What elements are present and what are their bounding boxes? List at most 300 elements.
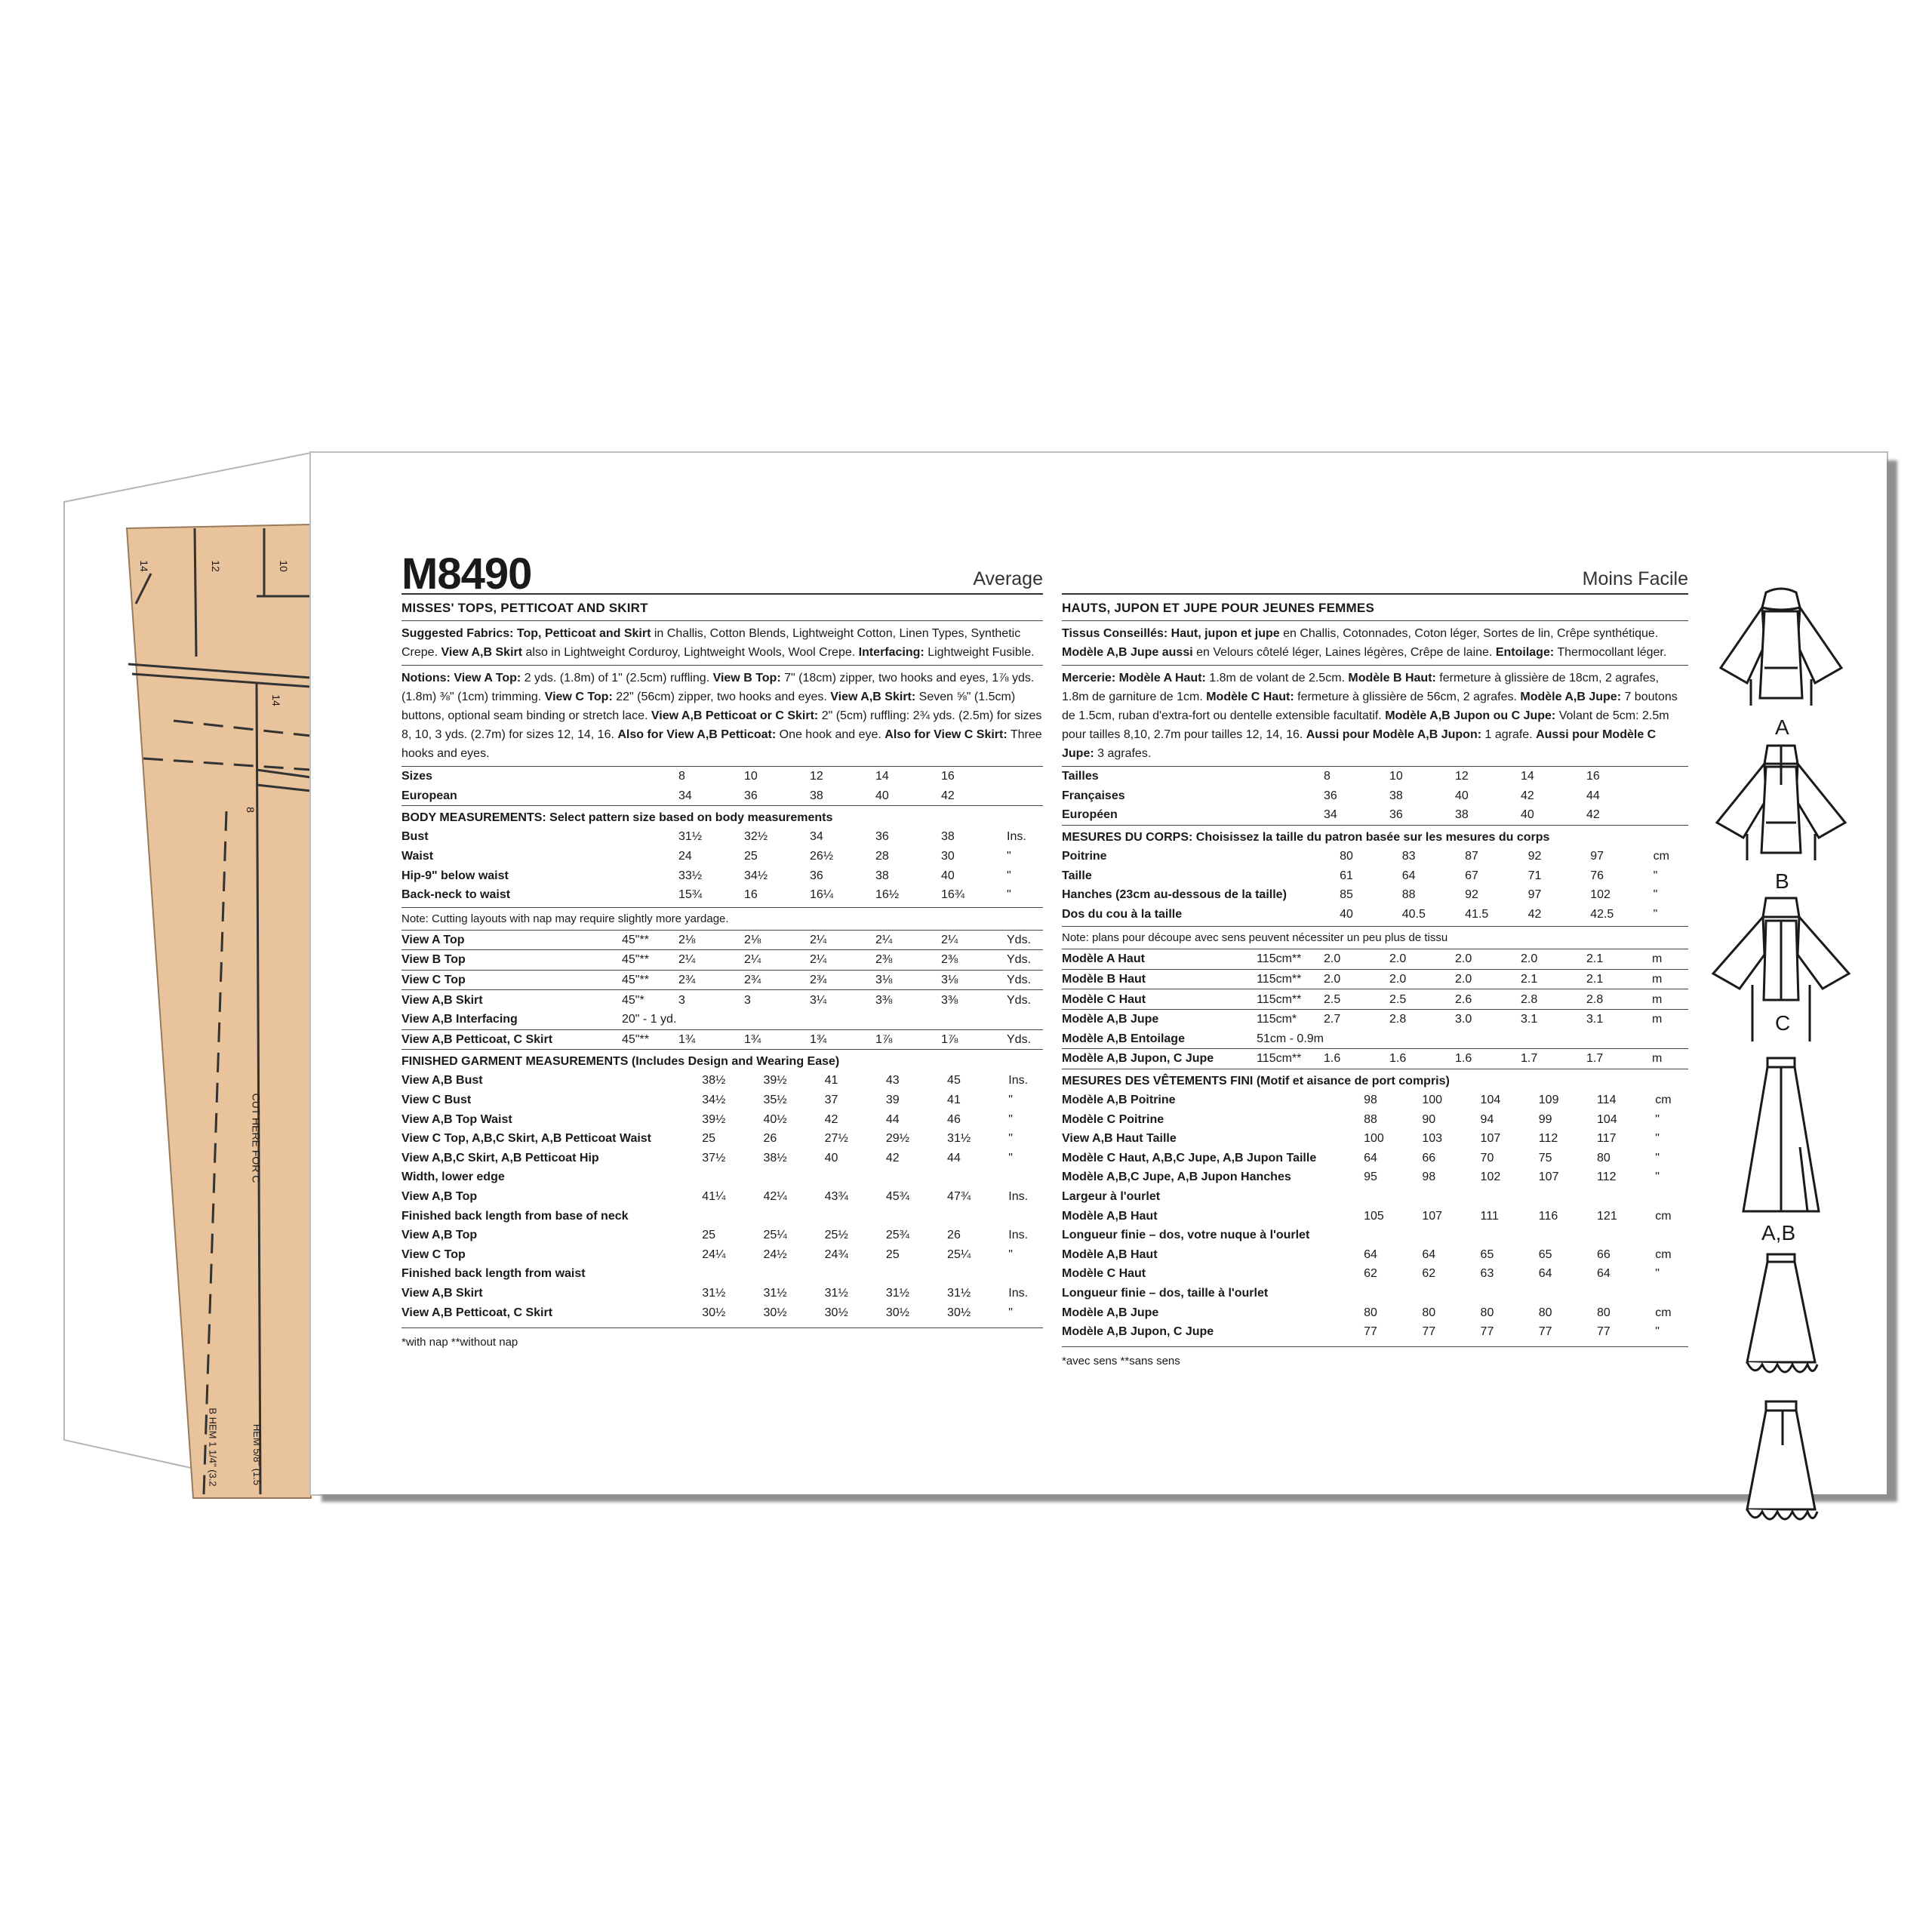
row-value: 107: [1538, 1171, 1559, 1184]
row-value: [1481, 1226, 1539, 1245]
row-value: 115cm**: [1257, 949, 1324, 970]
table-row: [401, 885, 1043, 905]
row-value: 15¾: [678, 888, 703, 902]
row-value: cm: [1653, 850, 1669, 863]
row-value: [1652, 805, 1688, 825]
row-value: 40: [1521, 808, 1534, 822]
row-value: 30½: [824, 1306, 848, 1319]
row-value: 42: [1586, 808, 1600, 822]
row-value: 31½: [702, 1286, 726, 1300]
row-value: 31½: [824, 1286, 848, 1300]
row-value: 75: [1538, 1151, 1552, 1164]
row-value: 25¾: [885, 1229, 909, 1242]
yardage-table: [401, 930, 1043, 1050]
row-value: 24¾: [824, 1247, 848, 1261]
row-label: Tailles: [1062, 770, 1099, 783]
row-value: [1364, 1187, 1422, 1207]
row-value: [1481, 1187, 1539, 1207]
row-value: [810, 1010, 875, 1029]
text-run: en Challis, Cotonnades, Coton léger, Sortes de lin, Crêpe synthétique.: [1279, 627, 1659, 640]
row-value: 1.7: [1586, 1049, 1652, 1069]
row-value: 70: [1480, 1151, 1494, 1164]
text-run: 1.8m de volant de 2.5cm.: [1205, 672, 1349, 685]
row-value: 51cm - 0.9m: [1257, 1032, 1324, 1045]
row-value: [941, 1010, 1007, 1029]
row-value: [825, 1206, 886, 1226]
row-value: 97: [1590, 850, 1604, 863]
english-column: [401, 551, 1043, 1349]
table-row: [401, 930, 1043, 950]
row-label: Européen: [1062, 808, 1118, 822]
row-value: [1287, 866, 1340, 885]
table-row: [401, 827, 1043, 847]
row-value: [1267, 805, 1324, 825]
text-run: Aussi pour Modèle A,B Jupon:: [1306, 728, 1482, 741]
row-value: 16¾: [941, 888, 965, 902]
table-row: [401, 1091, 1043, 1110]
row-value: 43¾: [824, 1189, 848, 1203]
finished-measurements-heading: FINISHED GARMENT MEASUREMENTS (Includes Design and Wearing Ease): [401, 1055, 840, 1069]
row-label: View A,B Top: [401, 1229, 478, 1242]
row-value: [651, 1303, 702, 1322]
text-run: 22" (56cm) zipper, two hooks and eyes.: [612, 691, 831, 703]
row-value: 116: [1538, 1209, 1558, 1223]
row-value: 24¼: [702, 1247, 726, 1261]
row-value: 80: [1538, 1306, 1552, 1319]
row-value: 36: [810, 869, 823, 882]
row-value: 103: [1422, 1132, 1443, 1146]
row-value: 10: [744, 770, 758, 783]
row-value: 45"**: [622, 930, 678, 950]
nap-note-fr: Note: plans pour découpe avec sens peuvent nécessiter un peu plus de tissu: [1062, 926, 1688, 949]
row-value: 2⅜: [941, 950, 1007, 971]
table-row: [1062, 1129, 1688, 1149]
text-run: Seven ⅝" (1.5cm) buttons, optional seam binding or stretch lace.: [401, 691, 1016, 722]
row-value: 40: [1340, 907, 1353, 921]
row-value: 2¼: [744, 950, 810, 971]
row-value: 32½: [744, 830, 768, 844]
row-label: Modèle A,B,C Jupe, A,B Jupon Hanches: [1062, 1171, 1291, 1184]
row-value: 42.5: [1590, 907, 1614, 921]
row-value: 2¼: [810, 930, 875, 950]
row-value: 31½: [678, 830, 703, 844]
row-value: [1655, 1226, 1688, 1245]
row-label: Finished back length from waist: [401, 1267, 586, 1281]
row-value: 44: [1586, 789, 1600, 802]
row-value: [622, 885, 678, 905]
difficulty-level-fr: Moins Facile: [1582, 568, 1688, 589]
row-value: 104: [1597, 1112, 1617, 1126]
row-value: 40.5: [1401, 907, 1426, 921]
row-value: 3¼: [810, 990, 875, 1010]
row-value: Ins.: [1007, 830, 1026, 844]
row-label: View C Top: [401, 1247, 466, 1261]
row-value: 2.0: [1324, 969, 1389, 989]
row-value: 2¼: [810, 950, 875, 971]
row-value: 30: [941, 850, 955, 863]
table-row: [1062, 885, 1688, 905]
row-value: 3.1: [1586, 1009, 1652, 1029]
row-value: m: [1652, 989, 1688, 1010]
row-value: 45"*: [622, 990, 678, 1010]
text-run: Mercerie: Modèle A Haut:: [1062, 672, 1206, 685]
row-value: 107: [1480, 1132, 1501, 1146]
row-label: View A,B Petticoat, C Skirt: [401, 1306, 553, 1319]
row-value: [1316, 1129, 1364, 1149]
row-value: 2.7: [1324, 1009, 1389, 1029]
row-value: 38½: [702, 1074, 726, 1088]
table-row: [1062, 1284, 1688, 1303]
text-run: also in Lightweight Corduroy, Lightweight Wools, Wool Crepe.: [522, 646, 859, 659]
row-value: ": [1653, 869, 1658, 882]
row-value: 115cm**: [1257, 969, 1324, 989]
text-run: Aussi pour Modèle C Jupe:: [1062, 728, 1657, 760]
row-value: [947, 1264, 1008, 1284]
row-value: [651, 1226, 702, 1245]
row-label: Back-neck to waist: [401, 888, 511, 902]
table-row: [401, 1264, 1043, 1284]
row-value: 71: [1527, 869, 1542, 882]
row-value: cm: [1655, 1306, 1672, 1319]
row-label: View A,B Bust: [401, 1074, 483, 1088]
row-label: View A,B Top Waist: [401, 1112, 512, 1126]
tissue-label-size-8: 8: [244, 807, 257, 813]
row-value: 45"**: [622, 950, 678, 971]
row-value: m: [1652, 1049, 1688, 1069]
table-row: [401, 1029, 1043, 1049]
table-row: [1062, 989, 1688, 1010]
row-value: 2.6: [1455, 989, 1521, 1010]
row-value: [1007, 1010, 1043, 1029]
table-row: [401, 1129, 1043, 1149]
body-measurements-fr: [1062, 825, 1688, 926]
row-value: 24: [678, 850, 692, 863]
row-value: 31½: [947, 1286, 971, 1300]
row-value: 3⅜: [875, 990, 941, 1010]
row-label: Sizes: [401, 770, 432, 783]
row-value: 3⅜: [941, 990, 1007, 1010]
row-label: Modèle A,B Jupe: [1062, 1009, 1257, 1029]
row-label: View B Top: [401, 950, 622, 971]
table-row: [401, 1226, 1043, 1245]
body-measurements: [401, 805, 1043, 906]
row-value: 28: [875, 850, 889, 863]
row-value: 41¼: [702, 1189, 726, 1203]
row-value: cm: [1655, 1247, 1672, 1261]
row-value: 80: [1480, 1306, 1494, 1319]
row-value: 34: [1324, 808, 1337, 822]
row-value: Yds.: [1007, 970, 1043, 990]
sketch-top-b: [1706, 740, 1857, 868]
row-value: [1539, 1226, 1597, 1245]
row-label: View A Top: [401, 930, 622, 950]
row-label: Bust: [401, 830, 429, 844]
row-value: 40: [941, 869, 955, 882]
row-value: 3⅛: [875, 970, 941, 990]
row-value: [622, 847, 678, 866]
row-value: [651, 1264, 702, 1284]
text-run: 2" (5cm) ruffling: 2¾ yds. (2.5m) for sizes 8, 10, 3 yds. (2.7m) for sizes 12, 14, 16.: [401, 709, 1042, 741]
row-value: [1007, 786, 1043, 806]
row-value: [1267, 786, 1324, 806]
row-value: [1267, 767, 1324, 786]
row-value: 45¾: [885, 1189, 909, 1203]
row-value: 33½: [678, 869, 703, 882]
row-value: [1316, 1264, 1364, 1284]
row-value: [651, 1109, 702, 1129]
row-label: Waist: [401, 850, 434, 863]
tissue-label-b-hem: B HEM 1 1/4" (3.2: [207, 1407, 219, 1487]
difficulty-level: Average: [973, 568, 1043, 589]
row-value: 40½: [763, 1112, 787, 1126]
row-value: Yds.: [1007, 950, 1043, 971]
row-value: 1¾: [744, 1029, 810, 1049]
table-row: [1062, 1303, 1688, 1322]
table-row: [1062, 1226, 1688, 1245]
row-value: ": [1655, 1132, 1660, 1146]
row-value: 3: [678, 990, 744, 1010]
text-run: Also for View C Skirt:: [884, 728, 1008, 741]
table-row: [401, 1303, 1043, 1322]
table-row: [1062, 1149, 1688, 1168]
row-value: 38: [1455, 808, 1469, 822]
row-value: 83: [1401, 850, 1416, 863]
row-label: View A,B Haut Taille: [1062, 1132, 1177, 1146]
french-column: [1062, 551, 1688, 1367]
tissue-label-hem: HEM 5/8" (1.5: [251, 1423, 263, 1486]
tissue-label-size-14a: 14: [137, 560, 150, 572]
row-label: Modèle A,B Haut: [1062, 1247, 1158, 1261]
finished-measurements-fr: [1062, 1069, 1688, 1344]
row-value: [651, 1187, 702, 1207]
row-label: Poitrine: [1062, 850, 1107, 863]
row-value: 80: [1597, 1151, 1611, 1164]
row-value: ": [1655, 1112, 1660, 1126]
row-value: 40: [875, 789, 889, 802]
row-value: 47¾: [947, 1189, 971, 1203]
row-value: 2¼: [941, 930, 1007, 950]
body-measurements-heading: BODY MEASUREMENTS: Select pattern size based on body measurements: [401, 811, 833, 825]
row-value: 25¼: [947, 1247, 971, 1261]
row-value: [1422, 1187, 1480, 1207]
row-value: [1586, 1029, 1652, 1049]
row-value: 112: [1538, 1132, 1558, 1146]
table-row: [1062, 1049, 1688, 1069]
table-row: [401, 1010, 1043, 1029]
row-value: [1422, 1226, 1480, 1245]
row-value: 42: [1527, 907, 1542, 921]
row-value: [886, 1206, 947, 1226]
text-run: Modèle A,B Jupe aussi: [1062, 646, 1193, 659]
row-value: 34: [678, 789, 692, 802]
table-row: [401, 786, 1043, 806]
row-value: ": [1653, 907, 1658, 921]
row-value: 26½: [810, 850, 834, 863]
row-value: 44: [885, 1112, 900, 1126]
row-value: 80: [1340, 850, 1353, 863]
tissue-label-size-14b: 14: [269, 694, 282, 706]
row-value: 14: [875, 770, 889, 783]
row-label: Françaises: [1062, 789, 1125, 802]
row-label: View C Bust: [401, 1094, 472, 1107]
row-value: 12: [1455, 770, 1469, 783]
text-run: Modèle B Haut:: [1348, 672, 1436, 685]
table-row: [1062, 1264, 1688, 1284]
row-value: [1008, 1168, 1043, 1187]
row-value: ": [1007, 869, 1011, 882]
text-run: 3 agrafes.: [1094, 747, 1152, 760]
row-value: 25: [702, 1132, 716, 1146]
row-value: [1652, 767, 1688, 786]
row-value: [1652, 1029, 1688, 1049]
row-label: Modèle A,B Entoilage: [1062, 1032, 1185, 1045]
text-run: Also for View A,B Petticoat:: [617, 728, 777, 741]
row-value: [1316, 1244, 1364, 1264]
row-value: [1655, 1284, 1688, 1303]
row-value: 3.1: [1521, 1009, 1586, 1029]
table-row: [401, 1109, 1043, 1129]
text-run: fermeture à glissière de 18cm, 2 agrafes, 1.8m de garniture de 1cm.: [1062, 672, 1660, 703]
row-value: 36: [1324, 789, 1337, 802]
row-value: [622, 827, 678, 847]
row-value: Ins.: [1008, 1074, 1029, 1088]
finished-measurements-heading-fr: MESURES DES VÊTEMENTS FINI (Motif et aisance de port compris): [1062, 1074, 1450, 1088]
sizes-table: [401, 766, 1043, 805]
row-value: 38: [810, 789, 823, 802]
row-value: 3.0: [1455, 1009, 1521, 1029]
table-row: [1062, 786, 1688, 806]
table-row: [401, 767, 1043, 786]
row-value: 115cm**: [1257, 989, 1324, 1010]
row-label: Modèle A,B Jupon, C Jupe: [1062, 1325, 1214, 1339]
row-value: [1455, 1029, 1521, 1049]
row-value: ": [1008, 1132, 1013, 1146]
row-value: 30½: [702, 1306, 726, 1319]
suggested-fabrics-fr: [1062, 620, 1688, 665]
text-run: View A,B Skirt:: [830, 691, 916, 703]
row-value: 76: [1590, 869, 1604, 882]
table-row: [401, 1284, 1043, 1303]
row-value: [702, 1206, 763, 1226]
row-value: 66: [1422, 1151, 1436, 1164]
row-value: [1007, 767, 1043, 786]
row-value: [651, 1284, 702, 1303]
row-value: 92: [1465, 888, 1478, 902]
tissue-label-cut-here: CUT HERE FOR C: [250, 1093, 263, 1183]
table-row: [1062, 1009, 1688, 1029]
row-value: 114: [1597, 1094, 1617, 1107]
table-row: [401, 990, 1043, 1010]
text-run: fermeture à glissière de 56cm, 2 agrafes.: [1294, 691, 1521, 703]
table-row: [1062, 866, 1688, 885]
row-value: 102: [1590, 888, 1611, 902]
row-value: 25: [702, 1229, 716, 1242]
row-value: 80: [1422, 1306, 1436, 1319]
row-value: [947, 1206, 1008, 1226]
row-value: [1316, 1322, 1364, 1342]
row-value: 31½: [885, 1286, 909, 1300]
text-run: 1 agrafe.: [1481, 728, 1537, 741]
row-label: Modèle B Haut: [1062, 969, 1257, 989]
row-label: Modèle A,B Poitrine: [1062, 1094, 1176, 1107]
row-value: 80: [1597, 1306, 1611, 1319]
row-value: [1481, 1284, 1539, 1303]
row-value: 90: [1422, 1112, 1436, 1126]
row-value: ": [1655, 1325, 1660, 1339]
text-run: Modèle C Haut:: [1206, 691, 1294, 703]
row-value: [1316, 1091, 1364, 1110]
row-value: 26: [947, 1229, 961, 1242]
row-label: Modèle C Haut, A,B,C Jupe, A,B Jupon Taille: [1062, 1151, 1317, 1164]
table-row: [1062, 1187, 1688, 1207]
row-value: 98: [1422, 1171, 1436, 1184]
row-value: [1316, 1109, 1364, 1129]
row-value: 45"**: [622, 1029, 678, 1049]
row-value: [1422, 1284, 1480, 1303]
row-value: 43: [885, 1074, 900, 1088]
row-label: Modèle A,B Haut: [1062, 1209, 1158, 1223]
notions: [401, 665, 1043, 766]
row-value: 63: [1480, 1267, 1494, 1281]
table-row: [401, 847, 1043, 866]
row-value: 2.1: [1586, 969, 1652, 989]
row-value: 77: [1597, 1325, 1611, 1339]
row-value: 1¾: [810, 1029, 875, 1049]
row-value: 88: [1401, 888, 1416, 902]
row-value: 2¾: [678, 970, 744, 990]
row-value: 44: [947, 1151, 961, 1164]
row-value: 117: [1597, 1132, 1617, 1146]
row-value: 64: [1538, 1267, 1552, 1281]
text-run: View A,B Petticoat or C Skirt:: [651, 709, 819, 722]
row-value: 45: [947, 1074, 961, 1088]
row-value: 62: [1422, 1267, 1436, 1281]
row-value: [1324, 1029, 1389, 1049]
row-value: ": [1008, 1094, 1013, 1107]
row-label: View A,B Top: [401, 1189, 478, 1203]
row-value: [651, 1168, 702, 1187]
table-row: [401, 950, 1043, 971]
row-value: [1364, 1226, 1422, 1245]
suggested-fabrics: [401, 620, 1043, 665]
row-value: [1287, 905, 1340, 924]
row-value: [651, 1149, 702, 1168]
row-label: View A,B Interfacing: [401, 1013, 518, 1026]
row-value: ": [1008, 1151, 1013, 1164]
row-value: [875, 1010, 941, 1029]
french-header: [1062, 551, 1688, 595]
row-value: 61: [1340, 869, 1353, 882]
row-value: 2¾: [810, 970, 875, 990]
row-value: [1316, 1206, 1364, 1226]
row-value: [1597, 1226, 1655, 1245]
footnote: *with nap **without nap: [401, 1327, 1043, 1349]
row-value: 64: [1401, 869, 1416, 882]
row-value: [1008, 1206, 1043, 1226]
pattern-title-fr: HAUTS, JUPON ET JUPE POUR JEUNES FEMMES: [1062, 601, 1374, 615]
pattern-title: MISSES' TOPS, PETTICOAT AND SKIRT: [401, 601, 648, 615]
row-value: 2⅜: [875, 950, 941, 971]
table-row: [1062, 1109, 1688, 1129]
row-value: 2.0: [1324, 949, 1389, 970]
table-row: [1062, 1206, 1688, 1226]
row-value: 41: [947, 1094, 961, 1107]
row-label: Modèle C Poitrine: [1062, 1112, 1164, 1126]
row-value: [1316, 1149, 1364, 1168]
row-value: 2.0: [1455, 949, 1521, 970]
row-value: 38: [1389, 789, 1403, 802]
body-measurements-table-fr: [1062, 847, 1688, 924]
